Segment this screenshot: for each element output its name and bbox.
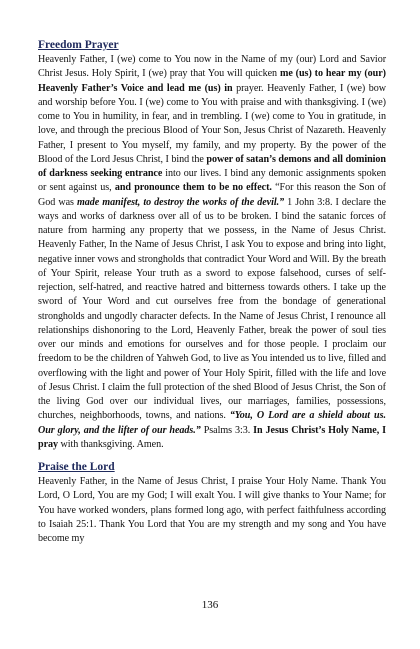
text-run: “For this reason the Son of God was (38, 182, 386, 208)
text-run: into our lives. I bind any demonic assignments spoken or sent against us, (38, 168, 386, 194)
emphasis-run: me (us) to hear my (our) Heavenly Father’s Voice and lead me (us) in (38, 68, 386, 94)
page-body (38, 38, 386, 554)
section-heading-praise-the-lord: Praise the Lord (38, 461, 115, 473)
praise-the-lord-paragraph (38, 475, 386, 546)
freedom-prayer-section (38, 38, 386, 452)
emphasis-run: made manifest, to destroy the works of the devil.” (76, 196, 285, 208)
emphasis-run: and pronounce them to be no effect. (114, 182, 272, 194)
emphasis-run: “You, O Lord are a shield about us. Our glory, and the lifter of our heads.” (38, 410, 386, 436)
text-run: prayer. Heavenly Father, I (we) bow and worship before You. I (we) come to You with praise and with thanksgiving. I (we) come to You in humility, in fear, and in trembling. I (we) come to You in gratitude, in love, and through the precious Blood of Your Son, Jesus Christ of Nazareth. Heavenly Father, I present to You myself, my family, and my property. By the power of the Blood of the Lord Jesus Christ, I bind the (38, 82, 386, 165)
emphasis-run: power of satan’s demons and all dominion of darkness seeking entrance (38, 153, 386, 179)
text-run: Heavenly Father, in the Name of Jesus Christ, I praise Your Holy Name. Thank You Lord, O Lord, You are my God; I will exalt You. I will give thanks to Your Name; for You have worked wonders, plans formed long ago, with perfect faithfulness according to Isaiah 25:1. Thank You Lord that You are my strength and my song and You have become my (38, 476, 386, 544)
text-run: Psalms 3:3. (200, 424, 254, 436)
text-run: Heavenly Father, I (we) come to You now in the Name of my (our) Lord and Savior Christ Jesus. Holy Spirit, I (we) pray that You will quicken (38, 54, 386, 80)
text-run: with thanksgiving. Amen. (58, 438, 164, 450)
text-run: 1 John 3:8. I declare the ways and works of darkness over all of us to be broken. I bind the satanic forces of nature from harming any property that we possess, in the Name of Jesus Christ. Heavenly Father, In the Name of Jesus Christ, I ask You to expose and bring into light, negative inner vows and strongholds that contradict Your Word and Will. By the breath of Your Spirit, release Your truth as a sword to expose falsehood, curses of self-rejection, self-hatred, and reactive hatred and bitterness towards others. I take up the sword of Your Word and cut ourselves free from the bondage of generational strongholds and ungodly character defects. In the Name of Jesus Christ, I renounce all relationships dishonoring to the Lord, Heavenly Father, break the power of soul ties over our minds and emotions for ourselves and for those people. I proclaim our freedom to be the children of Yahweh God, to live as You intended us to live, filled and overflowing with the light and power of Your Holy Spirit, filled with the life and love of Jesus Christ. I claim the full protection of the shed Blood of Jesus Christ, the Son of the living God over our individual lives, our marriages, families, possessions, churches, neighborhoods, towns, and nations. (38, 196, 386, 422)
page-number: 136 (201, 599, 219, 611)
emphasis-run: In Jesus Christ’s Holy Name, I pray (38, 424, 387, 450)
praise-the-lord-section (38, 460, 386, 546)
freedom-prayer-paragraph (38, 53, 386, 452)
section-heading-freedom-prayer: Freedom Prayer (38, 39, 119, 51)
